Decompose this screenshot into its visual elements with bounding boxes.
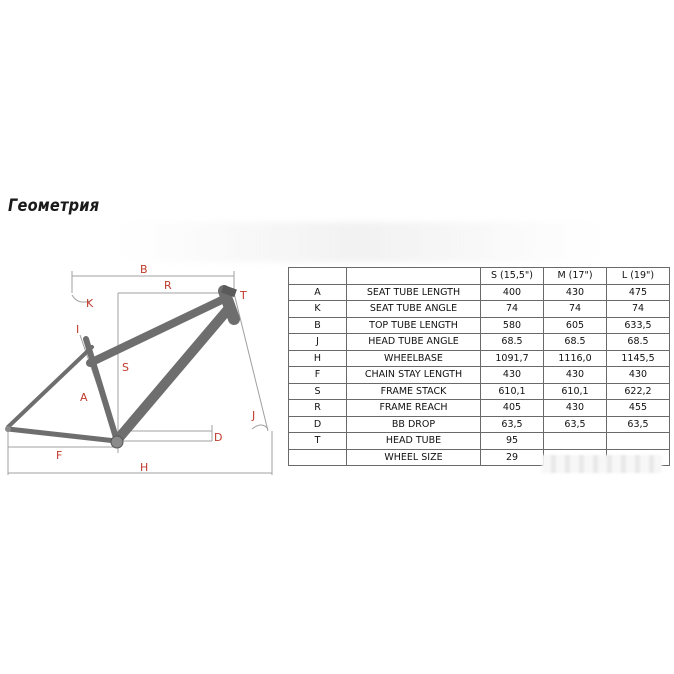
row-value-s: 580 xyxy=(481,317,544,334)
header-size-l: L (19") xyxy=(607,268,670,285)
label-k: K xyxy=(86,297,94,310)
label-a: A xyxy=(80,391,88,404)
row-value-m xyxy=(544,433,607,450)
label-f: F xyxy=(56,449,63,462)
row-value-s: 95 xyxy=(481,433,544,450)
page-title: Геометрия xyxy=(8,196,100,216)
table-row xyxy=(289,416,670,433)
header-size-s: S (15,5") xyxy=(481,268,544,285)
row-code xyxy=(289,449,347,466)
row-value-m: 63,5 xyxy=(544,416,607,433)
label-r: R xyxy=(164,279,172,292)
row-value-l: 455 xyxy=(607,400,670,417)
row-value-l: 63,5 xyxy=(607,416,670,433)
row-value-m: 605 xyxy=(544,317,607,334)
row-value-m: 74 xyxy=(544,301,607,318)
row-parameter: HEAD TUBE xyxy=(347,433,481,450)
table-row xyxy=(289,317,670,334)
row-value-m: 430 xyxy=(544,367,607,384)
row-value-m: 1116,0 xyxy=(544,350,607,367)
row-value-s: 400 xyxy=(481,284,544,301)
row-value-s: 405 xyxy=(481,400,544,417)
row-code: A xyxy=(289,284,347,301)
table-row xyxy=(289,284,670,301)
row-code: K xyxy=(289,301,347,318)
row-value-m: 68.5 xyxy=(544,334,607,351)
row-value-l: 430 xyxy=(607,367,670,384)
row-parameter: BB DROP xyxy=(347,416,481,433)
label-b: B xyxy=(140,263,148,276)
row-code: S xyxy=(289,383,347,400)
row-value-s: 68.5 xyxy=(481,334,544,351)
row-value-l xyxy=(607,433,670,450)
row-value-l: 622,2 xyxy=(607,383,670,400)
row-code: F xyxy=(289,367,347,384)
table-row xyxy=(289,367,670,384)
row-parameter: SEAT TUBE ANGLE xyxy=(347,301,481,318)
label-h: H xyxy=(140,461,149,474)
label-t: T xyxy=(240,289,247,302)
row-value-l: 1145,5 xyxy=(607,350,670,367)
row-value-l: 74 xyxy=(607,301,670,318)
chain-stay xyxy=(8,429,116,441)
table-row xyxy=(289,400,670,417)
row-value-m: 430 xyxy=(544,284,607,301)
row-value-m: 430 xyxy=(544,400,607,417)
row-parameter: HEAD TUBE ANGLE xyxy=(347,334,481,351)
watermark-overlay xyxy=(542,455,662,473)
header-cell xyxy=(289,268,347,285)
table-header-row xyxy=(289,268,670,285)
label-i: I xyxy=(76,323,80,336)
row-parameter: FRAME REACH xyxy=(347,400,481,417)
bottom-bracket xyxy=(111,436,123,448)
table-row xyxy=(289,350,670,367)
row-parameter: TOP TUBE LENGTH xyxy=(347,317,481,334)
header-cell xyxy=(347,268,481,285)
row-code: J xyxy=(289,334,347,351)
row-code: D xyxy=(289,416,347,433)
row-code: H xyxy=(289,350,347,367)
row-value-s: 63,5 xyxy=(481,416,544,433)
row-value-s: 430 xyxy=(481,367,544,384)
row-value-m: 610,1 xyxy=(544,383,607,400)
table-row xyxy=(289,334,670,351)
row-value-s: 1091,7 xyxy=(481,350,544,367)
table-row xyxy=(289,433,670,450)
row-parameter: CHAIN STAY LENGTH xyxy=(347,367,481,384)
row-parameter: WHEEL SIZE xyxy=(347,449,481,466)
row-value-l: 633,5 xyxy=(607,317,670,334)
row-value-s: 29 xyxy=(481,449,544,466)
row-parameter: SEAT TUBE LENGTH xyxy=(347,284,481,301)
label-j: J xyxy=(252,409,256,422)
row-code: T xyxy=(289,433,347,450)
label-s: S xyxy=(122,361,129,374)
row-parameter: WHEELBASE xyxy=(347,350,481,367)
row-code: R xyxy=(289,400,347,417)
frame-geometry-diagram xyxy=(0,255,290,485)
seat-stay xyxy=(8,347,92,427)
header-size-m: M (17") xyxy=(544,268,607,285)
row-value-l: 68.5 xyxy=(607,334,670,351)
row-value-s: 74 xyxy=(481,301,544,318)
row-value-s: 610,1 xyxy=(481,383,544,400)
row-value-l: 475 xyxy=(607,284,670,301)
table-row xyxy=(289,383,670,400)
rear-dropout xyxy=(5,426,11,432)
row-code: B xyxy=(289,317,347,334)
row-parameter: FRAME STACK xyxy=(347,383,481,400)
label-d: D xyxy=(214,431,223,444)
table-row xyxy=(289,301,670,318)
geometry-table xyxy=(288,267,670,466)
